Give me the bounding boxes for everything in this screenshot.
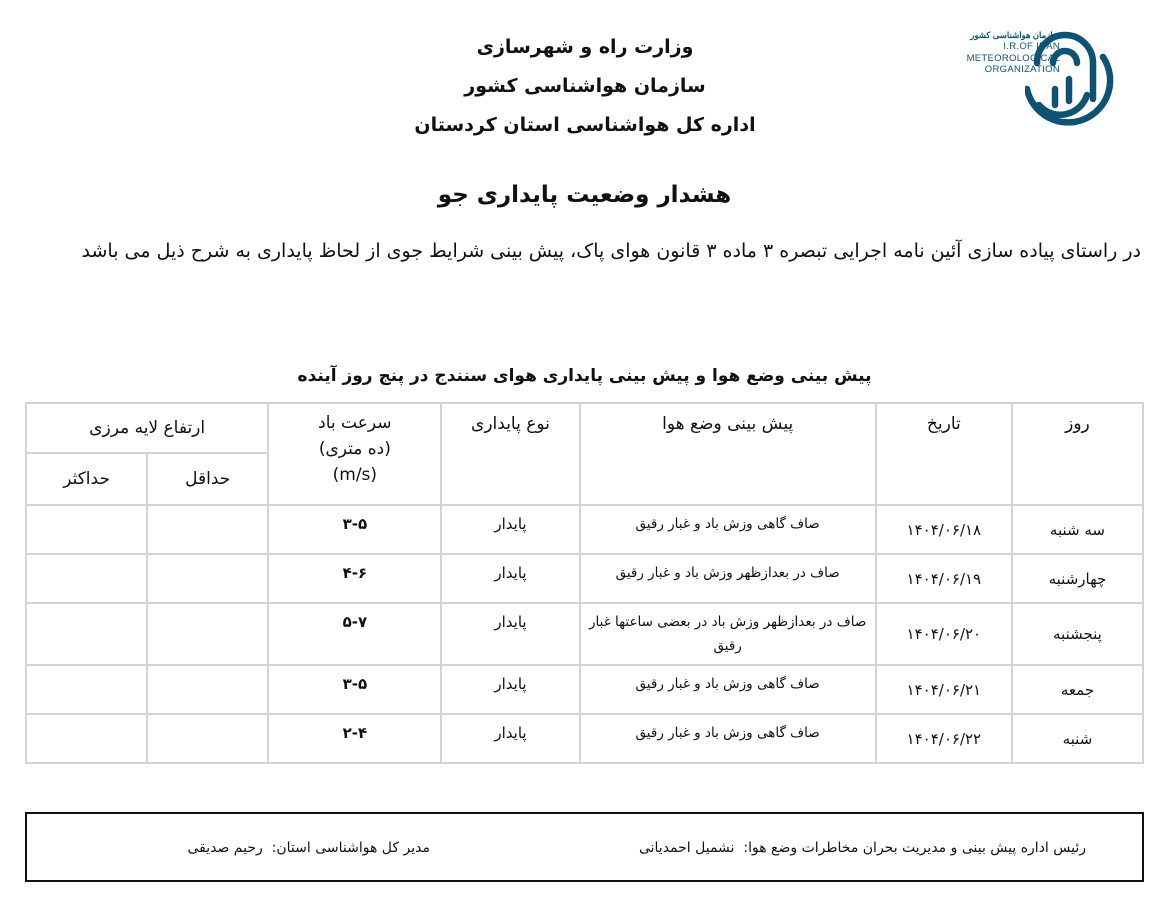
meteorological-organization-logo [955,24,1115,146]
forecast-table [25,402,1144,764]
cell-weather: صاف گاهی وزش باد و غبار رقیق [580,714,876,763]
header-stability: نوع پایداری [441,403,579,505]
ministry-name: وزارت راه و شهرسازی [476,36,694,58]
cell-date: ۱۴۰۴/۰۶/۱۸ [876,505,1012,554]
cell-date: ۱۴۰۴/۰۶/۲۲ [876,714,1012,763]
cell-min [147,714,268,763]
header-date: تاریخ [876,403,1012,505]
cell-date: ۱۴۰۴/۰۶/۲۱ [876,665,1012,714]
cell-day: پنجشنبه [1012,603,1143,665]
cell-max [26,714,147,763]
cell-min [147,554,268,603]
header-max: حداکثر [26,453,147,505]
signature-box [25,812,1144,882]
logo-farsi-text: سازمان هواشناسی کشور [970,30,1060,40]
header-wind-line1: سرعت باد [318,413,392,433]
header-wind-speed [268,403,441,505]
director-label: مدیر کل هواشناسی استان: [271,840,430,856]
cell-min [147,505,268,554]
forecast-head-label: رئیس اداره پیش بینی و مدیریت بحران مخاطرات وضع هوا: [743,840,1086,856]
header-wind-line3: (m/s) [332,465,378,485]
cell-wind: ۴-۶ [268,554,441,603]
cell-wind: ۳-۵ [268,505,441,554]
document-title: هشدار وضعیت پایداری جو [437,182,732,208]
cell-stability: پایدار [441,714,579,763]
header-boundary-layer: ارتفاع لایه مرزی [26,403,268,453]
cell-min [147,665,268,714]
cell-max [26,665,147,714]
cell-stability: پایدار [441,554,579,603]
cell-date: ۱۴۰۴/۰۶/۲۰ [876,603,1012,665]
cell-min [147,603,268,665]
header-wind-line2: (ده متری) [318,439,391,459]
cell-wind: ۳-۵ [268,665,441,714]
cell-day: سه شنبه [1012,505,1143,554]
logo-english-line1: I.R.OF IRAN [1003,41,1060,52]
cell-wind: ۲-۴ [268,714,441,763]
director-signature [187,840,430,856]
department-name: اداره کل هواشناسی استان کردستان [414,114,756,136]
cell-wind: ۵-۷ [268,603,441,665]
cell-weather: صاف گاهی وزش باد و غبار رقیق [580,505,876,554]
cell-day: شنبه [1012,714,1143,763]
cell-date: ۱۴۰۴/۰۶/۱۹ [876,554,1012,603]
cell-stability: پایدار [441,603,579,665]
cell-weather: صاف گاهی وزش باد و غبار رقیق [580,665,876,714]
cell-max [26,603,147,665]
cell-weather: صاف در بعدازظهر وزش باد در بعضی ساعتها غبار رقیق [580,603,876,665]
logo-english-line2: METEOROLOGICAL [966,52,1060,64]
cell-stability: پایدار [441,665,579,714]
table-row [26,665,1143,714]
header-day: روز [1012,403,1143,505]
cell-stability: پایدار [441,505,579,554]
table-row [26,505,1143,554]
table-row [26,714,1143,763]
forecast-head-signature [639,840,1086,856]
header-weather: پیش بینی وضع هوا [580,403,876,505]
cell-day: جمعه [1012,665,1143,714]
cell-weather: صاف در بعدازظهر وزش باد و غبار رقیق [580,554,876,603]
letterhead [380,28,790,145]
organization-name: سازمان هواشناسی کشور [464,75,706,97]
table-row [26,603,1143,665]
logo-english-line3: ORGANIZATION [984,64,1060,75]
director-name: رحیم صدیقی [187,840,263,856]
table-row [26,554,1143,603]
cell-day: چهارشنبه [1012,554,1143,603]
header-min: حداقل [147,453,268,505]
forecast-head-name: نشمیل احمدیانی [638,840,735,856]
cell-max [26,554,147,603]
logo-text [955,30,1060,76]
table-title: پیش بینی وضع هوا و پیش بینی پایداری هوای سنندج در پنج روز آینده [297,366,872,386]
cell-max [26,505,147,554]
intro-paragraph: در راستای پیاده سازی آئین نامه اجرایی تبصره ۳ ماده ۳ قانون هوای پاک، پیش بینی شرایط جوی از لحاظ پایداری به شرح ذیل می باشد [81,240,1141,262]
